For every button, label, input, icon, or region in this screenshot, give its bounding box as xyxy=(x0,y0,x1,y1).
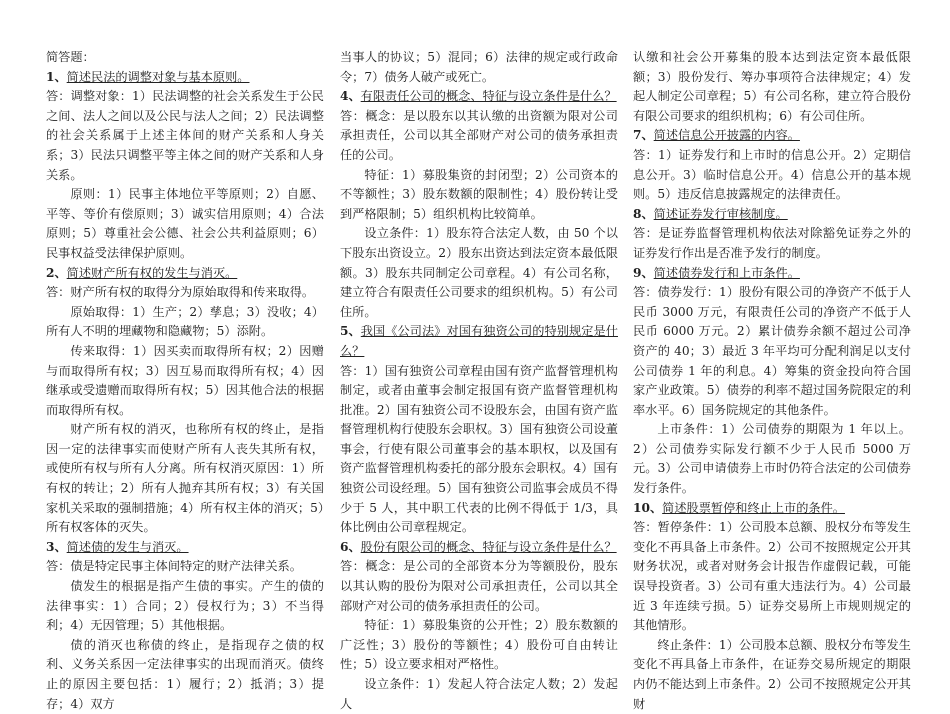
answer-paragraph: 答：债券发行：1）股份有限公司的净资产不低于人民币 3000 万元，有限责任公司的净资产不低于人民币 6000 万元。2）累计债券余额不超过公司净资产的 40；3）最近 3 年平均可分配利润足以支付公司债券 1 年的利息。4）筹集的资金投向符合国家产业政策。5）债券的利率不超过国务院限定的利率水平。6）国务院规定的其他条件。 xyxy=(633,285,911,417)
column-3 xyxy=(633,48,911,714)
question-title: 简述债的发生与消灭。 xyxy=(66,539,189,554)
answer-paragraph: 债发生的根据是指产生债的事实。产生的债的法律事实：1）合同；2）侵权行为；3）不当得利；4）无因管理；5）其他根据。 xyxy=(46,579,324,633)
answer-paragraph: 当事人的协议；5）混同；6）法律的规定或行政命令；7）债务人破产或死亡。 xyxy=(340,50,618,84)
answer-paragraph: 答：1）国有独资公司章程由国有资产监督管理机构制定，或者由董事会制定报国有资产监督管理机构批准。2）国有独资公司不设股东会，由国有资产监督管理机构行使股东会职权。3）国有独资公司设董事会，行使有限公司董事会的基本职权，以及国有资产监督管理机构委托的部分股东会职权。4）国有独资公司设经理。5）国有独资公司监事会成员不得少于 5 人，其中职工代表的比例不得低于 1/3，具体比例由公司章程规定。 xyxy=(340,363,618,535)
answer-paragraph: 原始取得：1）生产；2）孳息；3）没收；4）所有人不明的埋藏物和隐藏物；5）添附。 xyxy=(46,304,324,339)
question-title: 我国《公司法》对国有独资公司的特别规定是什么？ xyxy=(340,324,618,358)
answer-paragraph: 答：是证券监督管理机构依法对除豁免证券之外的证券发行作出是否准予发行的制度。 xyxy=(633,226,911,260)
question-title: 简述信息公开披露的内容。 xyxy=(653,128,800,143)
answer-paragraph: 认缴和社会公开募集的股本达到法定资本最低限额；3）股份发行、筹办事项符合法律规定；4）发起人制定公司章程；5）有公司名称，建立符合股份有限公司要求的组织机构；6）有公司住所。 xyxy=(633,50,911,123)
question-number: 7、 xyxy=(633,128,654,143)
answer-paragraph: 答：1）证券发行和上市时的信息公开。2）定期信息公开。3）临时信息公开。4）信息公开的基本规则。5）违反信息披露规定的法律责任。 xyxy=(633,147,911,202)
question-number: 4、 xyxy=(340,89,361,104)
question-number: 9、 xyxy=(633,265,654,280)
question-heading xyxy=(46,68,324,88)
question-number: 10、 xyxy=(633,500,663,515)
question-heading xyxy=(340,87,618,107)
answer-paragraph: 终止条件：1）公司股本总额、股权分布等发生变化不再具备上市条件，在证券交易所规定的期限内仍不能达到上市条件。2）公司不按照规定公开其财 xyxy=(633,637,911,711)
answer-paragraph: 财产所有权的消灭，也称所有权的终止，是指因一定的法律事实而使财产所有人丧失其所有权，或使所有权与所有人分离。所有权消灭原因：1）所有权的转让；2）所有人抛弃其所有权；3）有关国家机关采取的强制措施；4）所有权主体的消灭；5）所有权客体的灭失。 xyxy=(46,422,324,535)
column-2 xyxy=(340,48,618,714)
question-heading xyxy=(340,322,618,361)
question-number: 1、 xyxy=(46,69,67,84)
question-number: 3、 xyxy=(46,539,67,554)
question-title: 股份有限公司的概念、特征与设立条件是什么？ xyxy=(360,539,617,554)
question-heading xyxy=(46,264,324,284)
question-title: 简述财产所有权的发生与消灭。 xyxy=(66,265,238,280)
answer-paragraph: 传来取得：1）因买卖而取得所有权；2）因赠与而取得所有权；3）因互易而取得所有权；4）因继承或受遗赠而取得所有权；5）因其他合法的根据而取得所有权。 xyxy=(46,343,324,417)
answer-paragraph: 答：暂停条件：1）公司股本总额、股权分布等发生变化不再具备上市条件。2）公司不按照规定公开其财务状况，或者对财务会计报告作虚假记载，可能误导投资者。3）公司有重大违法行为。4）公司最近 3 年连续亏损。5）证券交易所上市规则规定的其他情形。 xyxy=(633,520,911,633)
question-number: 6、 xyxy=(340,539,361,554)
answer-paragraph: 答：概念：是公司的全部资本分为等额股份，股东以其认购的股份为限对公司承担责任，公司以其全部财产对公司的债务承担责任的公司。 xyxy=(340,559,618,613)
question-title: 简述证券发行审核制度。 xyxy=(653,206,788,221)
question-title: 简述股票暂停和终止上市的条件。 xyxy=(662,500,845,515)
question-heading xyxy=(633,264,911,284)
answer-paragraph: 答：债是特定民事主体间特定的财产法律关系。 xyxy=(46,559,302,574)
question-title: 有限责任公司的概念、特征与设立条件是什么？ xyxy=(360,89,617,104)
question-heading xyxy=(633,205,911,225)
question-heading xyxy=(46,538,324,558)
answer-paragraph: 上市条件：1）公司债券的期限为 1 年以上。2）公司债券实际发行额不少于人民币 5000 万元。3）公司申请债券上市时仍符合法定的公司债券发行条件。 xyxy=(633,422,911,496)
question-heading xyxy=(633,499,911,519)
column-1 xyxy=(46,48,324,714)
answer-paragraph: 答：财产所有权的取得分为原始取得和传来取得。 xyxy=(46,285,315,300)
answer-paragraph: 原则：1）民事主体地位平等原则；2）自愿、平等、等价有偿原则；3）诚实信用原则；4）合法原则；5）尊重社会公德、社会公共利益原则；6）民事权益受法律保护原则。 xyxy=(46,187,324,260)
question-title: 简述民法的调整对象与基本原则。 xyxy=(66,69,250,84)
answer-paragraph: 答：概念：是以股东以其认缴的出资额为限对公司承担责任，公司以其全部财产对公司的债务承担责任的公司。 xyxy=(340,108,618,162)
question-number: 5、 xyxy=(340,324,361,339)
question-number: 8、 xyxy=(633,206,654,221)
question-heading xyxy=(633,126,911,146)
section-heading: 简答题： xyxy=(46,50,95,64)
question-title: 简述债券发行和上市条件。 xyxy=(653,265,800,280)
answer-paragraph: 特征：1）募股集资的公开性；2）股东数额的广泛性；3）股份的等额性；4）股份可自由转让性；5）设立要求相对严格性。 xyxy=(340,618,618,672)
question-number: 2、 xyxy=(46,265,67,280)
answer-paragraph: 设立条件：1）股东符合法定人数，由 50 个以下股东出资设立。2）股东出资达到法定资本最低限额。3）股东共同制定公司章程。4）有公司名称，建立符合有限责任公司要求的组织机构。5）有公司住所。 xyxy=(340,226,618,319)
answer-paragraph: 设立条件：1）发起人符合法定人数；2）发起人 xyxy=(340,677,618,711)
answer-paragraph: 债的消灭也称债的终止，是指现存之债的权利、义务关系因一定法律事实的出现而消灭。债终止的原因主要包括：1）履行；2）抵消；3）提存；4）双方 xyxy=(46,637,324,711)
question-heading xyxy=(340,538,618,558)
answer-paragraph: 特征：1）募股集资的封闭型；2）公司资本的不等额性；3）股东数额的限制性；4）股份转让受到严格限制；5）组织机构比较简单。 xyxy=(340,167,618,221)
answer-paragraph: 答：调整对象：1）民法调整的社会关系发生于公民之间、法人之间以及公民与法人之间；2）民法调整的社会关系属于上述主体间的财产关系和人身关系；3）民法只调整平等主体之间的财产关系和人身关系。 xyxy=(46,89,324,182)
